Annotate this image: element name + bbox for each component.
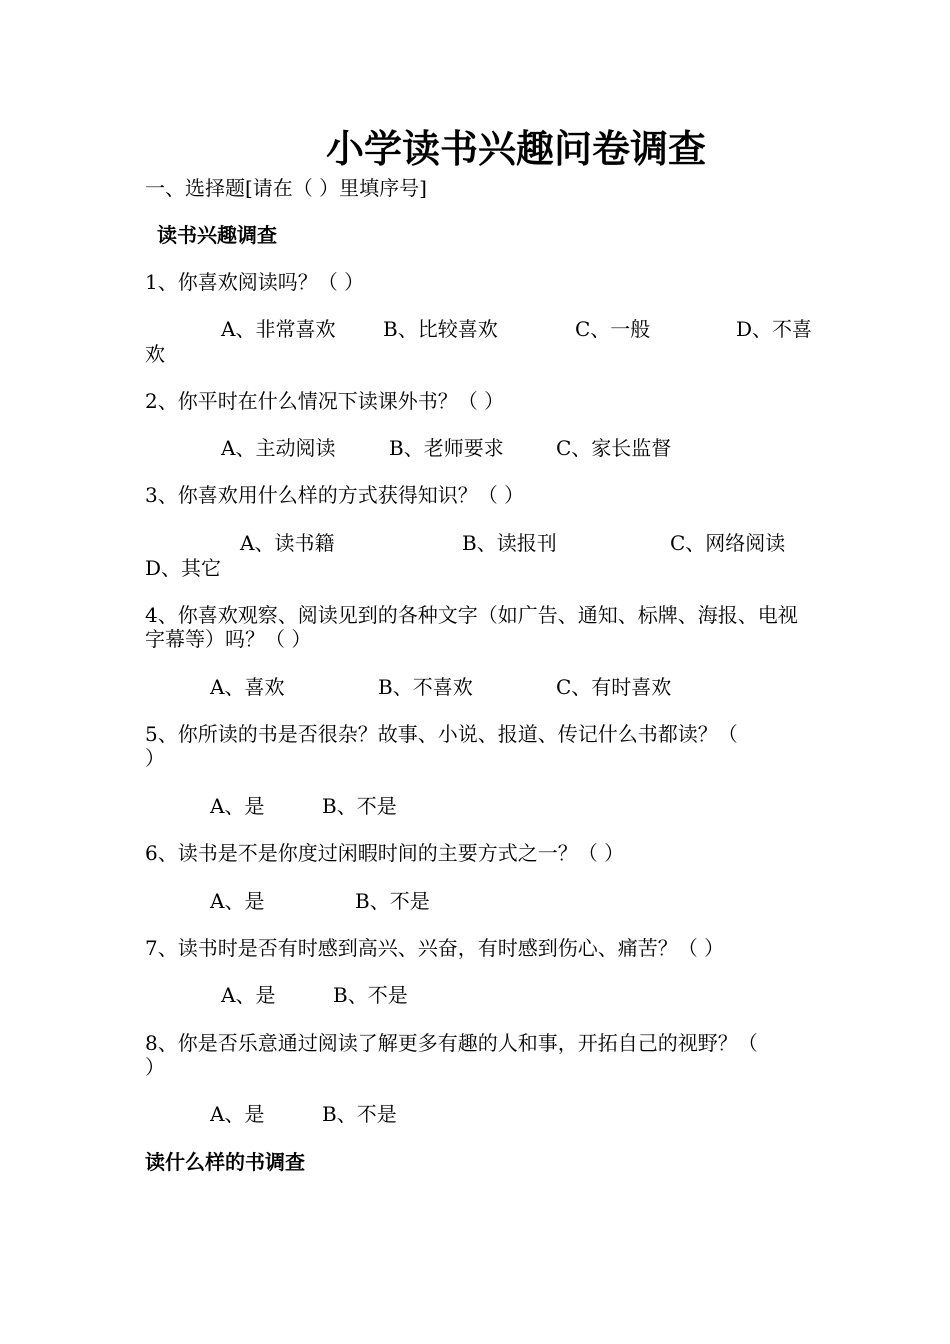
q8-option-a: A、是 — [210, 1102, 265, 1126]
q3-option-d: D、其它 — [145, 556, 222, 580]
question-7: 7、读书时是否有时感到高兴、兴奋，有时感到伤心、痛苦？（ ） — [145, 936, 725, 960]
question-3: 3、你喜欢用什么样的方式获得知识？（ ） — [145, 483, 525, 507]
question-8-line-2: ） — [145, 1055, 165, 1079]
question-6: 6、读书是不是你度过闲暇时间的主要方式之一？（ ） — [145, 841, 625, 865]
q7-option-b: B、不是 — [333, 983, 408, 1007]
q4-option-b: B、不喜欢 — [378, 675, 473, 699]
question-2: 2、你平时在什么情况下读课外书？（ ） — [145, 389, 505, 413]
q1-option-a: A、非常喜欢 — [221, 317, 336, 341]
q8-option-b: B、不是 — [322, 1102, 397, 1126]
q3-option-c: C、网络阅读 — [670, 531, 786, 555]
question-5-line-2: ） — [145, 746, 165, 770]
q6-option-a: A、是 — [210, 889, 265, 913]
q4-option-c: C、有时喜欢 — [556, 675, 672, 699]
q7-option-a: A、是 — [221, 983, 276, 1007]
question-1: 1、你喜欢阅读吗？（ ） — [145, 270, 365, 294]
section-heading-book-types: 读什么样的书调查 — [145, 1150, 305, 1174]
q6-option-b: B、不是 — [355, 889, 430, 913]
question-4-line-2: 字幕等）吗？（ ） — [145, 627, 312, 651]
q3-option-a: A、读书籍 — [240, 531, 335, 555]
q3-option-b: B、读报刊 — [462, 531, 557, 555]
q1-option-d: D、不喜 — [736, 317, 813, 341]
q1-option-b: B、比较喜欢 — [383, 317, 498, 341]
q4-option-a: A、喜欢 — [210, 675, 285, 699]
q2-option-c: C、家长监督 — [556, 436, 672, 460]
q2-option-b: B、老师要求 — [389, 436, 504, 460]
document-title: 小学读书兴趣问卷调查 — [326, 127, 707, 171]
q1-option-d-wrap: 欢 — [145, 342, 165, 366]
section-heading-reading-interest: 读书兴趣调查 — [157, 223, 277, 247]
question-8-line-1: 8、你是否乐意通过阅读了解更多有趣的人和事，开拓自己的视野？（ — [145, 1031, 758, 1055]
q1-option-c: C、一般 — [575, 317, 651, 341]
q2-option-a: A、主动阅读 — [221, 436, 336, 460]
question-5-line-1: 5、你所读的书是否很杂？故事、小说、报道、传记什么书都读？（ — [145, 722, 738, 746]
instruction-line: 一、选择题[请在（ ）里填序号] — [145, 176, 427, 200]
question-4-line-1: 4、你喜欢观察、阅读见到的各种文字（如广告、通知、标牌、海报、电视 — [145, 603, 798, 627]
q5-option-b: B、不是 — [322, 794, 397, 818]
q5-option-a: A、是 — [210, 794, 265, 818]
